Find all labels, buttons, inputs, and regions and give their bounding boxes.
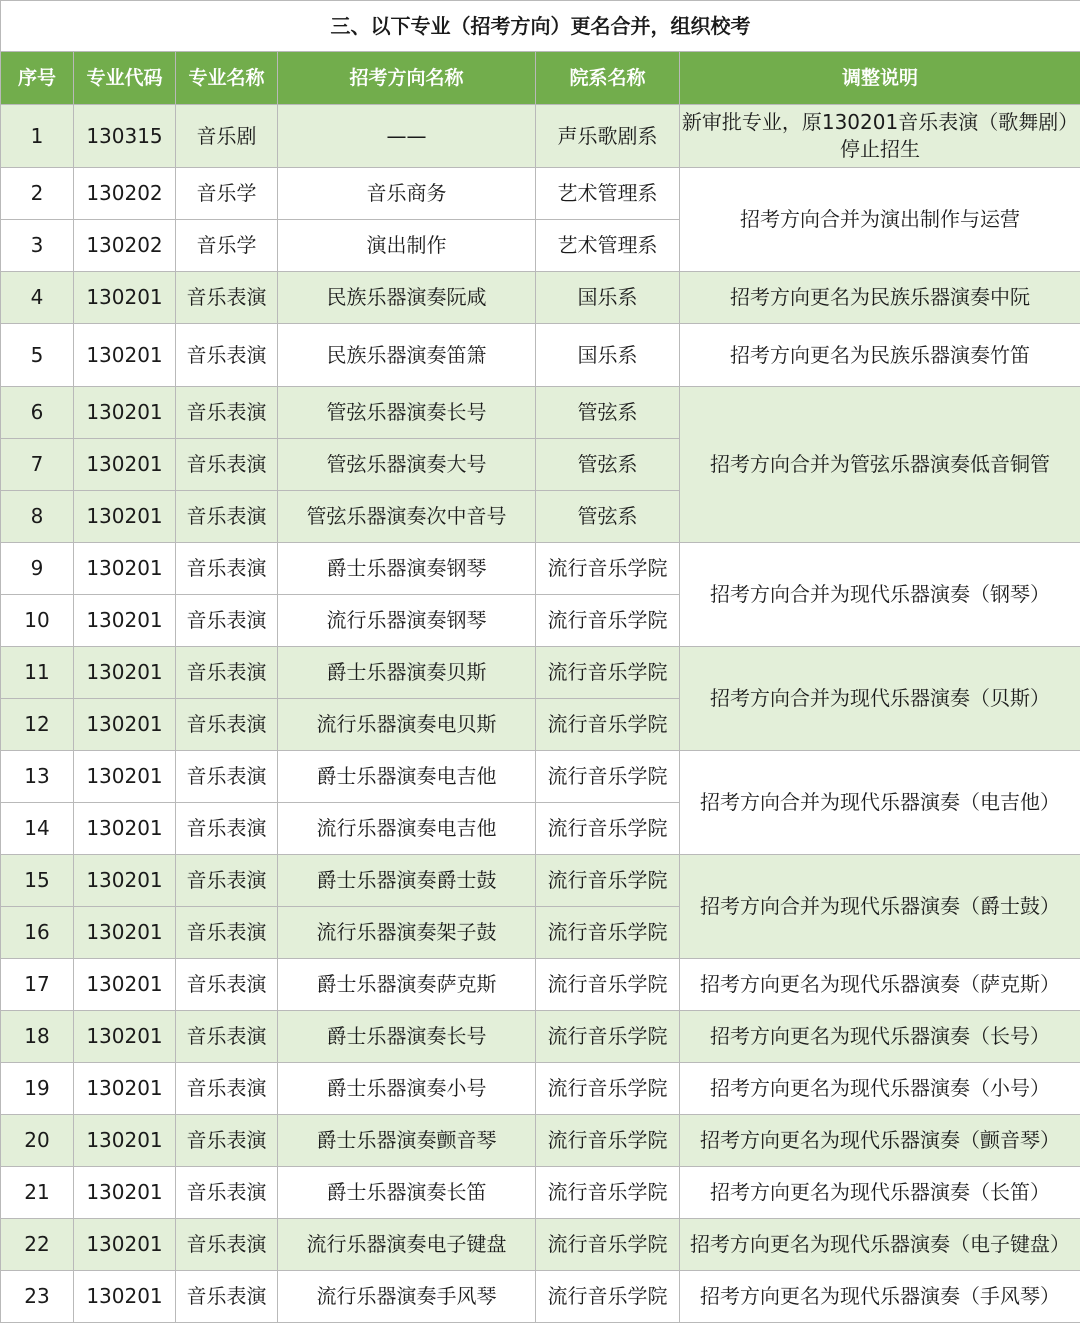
cell-direction: 爵士乐器演奏长号: [278, 1011, 536, 1063]
cell-major: 音乐表演: [176, 907, 278, 959]
cell-no: 11: [1, 647, 74, 699]
cell-note: 招考方向更名为现代乐器演奏（电子键盘）: [680, 1219, 1080, 1271]
cell-code: 130201: [74, 699, 176, 751]
cell-dept: 流行音乐学院: [536, 855, 680, 907]
header-direction: 招考方向名称: [278, 52, 536, 105]
cell-dept: 声乐歌剧系: [536, 105, 680, 168]
cell-dept: 流行音乐学院: [536, 647, 680, 699]
table-row: [1, 387, 1080, 439]
cell-dept: 管弦系: [536, 387, 680, 439]
cell-no: 7: [1, 439, 74, 491]
cell-direction: 爵士乐器演奏萨克斯: [278, 959, 536, 1011]
cell-direction: 流行乐器演奏电贝斯: [278, 699, 536, 751]
cell-note: 招考方向合并为现代乐器演奏（钢琴）: [680, 543, 1080, 647]
cell-note: 招考方向更名为民族乐器演奏竹笛: [680, 324, 1080, 387]
cell-note: 招考方向合并为演出制作与运营: [680, 168, 1080, 272]
cell-no: 10: [1, 595, 74, 647]
cell-code: 130201: [74, 595, 176, 647]
cell-dept: 管弦系: [536, 439, 680, 491]
table-row: [1, 1063, 1080, 1115]
table-row: [1, 959, 1080, 1011]
cell-direction: 流行乐器演奏电吉他: [278, 803, 536, 855]
cell-major: 音乐表演: [176, 595, 278, 647]
cell-major: 音乐表演: [176, 272, 278, 324]
cell-direction: 演出制作: [278, 220, 536, 272]
cell-direction: 流行乐器演奏手风琴: [278, 1271, 536, 1323]
cell-no: 21: [1, 1167, 74, 1219]
cell-major: 音乐表演: [176, 1115, 278, 1167]
cell-dept: 流行音乐学院: [536, 1167, 680, 1219]
cell-no: 12: [1, 699, 74, 751]
cell-code: 130201: [74, 1063, 176, 1115]
cell-dept: 流行音乐学院: [536, 1219, 680, 1271]
cell-dept: 流行音乐学院: [536, 699, 680, 751]
cell-no: 15: [1, 855, 74, 907]
table-row: [1, 1011, 1080, 1063]
cell-no: 4: [1, 272, 74, 324]
cell-code: 130201: [74, 543, 176, 595]
cell-major: 音乐表演: [176, 647, 278, 699]
cell-dept: 流行音乐学院: [536, 803, 680, 855]
cell-note: 招考方向更名为现代乐器演奏（长号）: [680, 1011, 1080, 1063]
cell-direction: 爵士乐器演奏电吉他: [278, 751, 536, 803]
cell-no: 13: [1, 751, 74, 803]
cell-direction: 爵士乐器演奏钢琴: [278, 543, 536, 595]
cell-major: 音乐学: [176, 168, 278, 220]
cell-dept: 艺术管理系: [536, 168, 680, 220]
cell-code: 130201: [74, 855, 176, 907]
cell-note: 招考方向合并为现代乐器演奏（贝斯）: [680, 647, 1080, 751]
cell-note: 招考方向合并为现代乐器演奏（电吉他）: [680, 751, 1080, 855]
cell-no: 20: [1, 1115, 74, 1167]
cell-dept: 流行音乐学院: [536, 907, 680, 959]
cell-dept: 流行音乐学院: [536, 751, 680, 803]
cell-code: 130201: [74, 272, 176, 324]
cell-direction: 流行乐器演奏钢琴: [278, 595, 536, 647]
cell-direction: ——: [278, 105, 536, 168]
cell-code: 130201: [74, 751, 176, 803]
cell-dept: 艺术管理系: [536, 220, 680, 272]
cell-no: 17: [1, 959, 74, 1011]
cell-major: 音乐表演: [176, 699, 278, 751]
table-row: [1, 324, 1080, 387]
cell-code: 130201: [74, 324, 176, 387]
cell-major: 音乐表演: [176, 1167, 278, 1219]
cell-code: 130201: [74, 1271, 176, 1323]
cell-no: 5: [1, 324, 74, 387]
header-major: 专业名称: [176, 52, 278, 105]
cell-code: 130201: [74, 439, 176, 491]
header-dept: 院系名称: [536, 52, 680, 105]
cell-major: 音乐表演: [176, 1271, 278, 1323]
cell-code: 130201: [74, 647, 176, 699]
cell-dept: 流行音乐学院: [536, 595, 680, 647]
cell-major: 音乐表演: [176, 543, 278, 595]
cell-no: 2: [1, 168, 74, 220]
table-row: [1, 855, 1080, 907]
cell-code: 130201: [74, 1167, 176, 1219]
cell-note: 招考方向合并为现代乐器演奏（爵士鼓）: [680, 855, 1080, 959]
cell-direction: 爵士乐器演奏长笛: [278, 1167, 536, 1219]
cell-major: 音乐学: [176, 220, 278, 272]
cell-no: 14: [1, 803, 74, 855]
header-no: 序号: [1, 52, 74, 105]
cell-note: 招考方向更名为现代乐器演奏（手风琴）: [680, 1271, 1080, 1323]
cell-direction: 爵士乐器演奏颤音琴: [278, 1115, 536, 1167]
cell-no: 6: [1, 387, 74, 439]
cell-no: 23: [1, 1271, 74, 1323]
table-row: [1, 1219, 1080, 1271]
cell-major: 音乐表演: [176, 959, 278, 1011]
cell-major: 音乐表演: [176, 491, 278, 543]
cell-code: 130201: [74, 387, 176, 439]
table-row: [1, 272, 1080, 324]
header-note: 调整说明: [680, 52, 1080, 105]
cell-no: 1: [1, 105, 74, 168]
cell-code: 130201: [74, 1115, 176, 1167]
table-row: [1, 1271, 1080, 1323]
cell-dept: 流行音乐学院: [536, 1115, 680, 1167]
cell-dept: 流行音乐学院: [536, 1271, 680, 1323]
cell-note: 新审批专业，原130201音乐表演（歌舞剧）停止招生: [680, 105, 1080, 168]
cell-code: 130201: [74, 1011, 176, 1063]
cell-dept: 流行音乐学院: [536, 1063, 680, 1115]
cell-no: 19: [1, 1063, 74, 1115]
cell-dept: 流行音乐学院: [536, 543, 680, 595]
cell-direction: 音乐商务: [278, 168, 536, 220]
cell-note: 招考方向更名为现代乐器演奏（萨克斯）: [680, 959, 1080, 1011]
cell-no: 9: [1, 543, 74, 595]
cell-code: 130201: [74, 1219, 176, 1271]
cell-code: 130201: [74, 907, 176, 959]
cell-major: 音乐表演: [176, 1063, 278, 1115]
cell-code: 130315: [74, 105, 176, 168]
cell-code: 130202: [74, 220, 176, 272]
cell-direction: 管弦乐器演奏次中音号: [278, 491, 536, 543]
header-code: 专业代码: [74, 52, 176, 105]
cell-no: 3: [1, 220, 74, 272]
cell-note: 招考方向更名为现代乐器演奏（颤音琴）: [680, 1115, 1080, 1167]
cell-no: 18: [1, 1011, 74, 1063]
table-row: [1, 105, 1080, 168]
cell-no: 22: [1, 1219, 74, 1271]
cell-direction: 流行乐器演奏电子键盘: [278, 1219, 536, 1271]
cell-direction: 管弦乐器演奏大号: [278, 439, 536, 491]
cell-dept: 流行音乐学院: [536, 1011, 680, 1063]
cell-dept: 管弦系: [536, 491, 680, 543]
table-row: [1, 543, 1080, 595]
cell-major: 音乐表演: [176, 751, 278, 803]
cell-dept: 国乐系: [536, 272, 680, 324]
cell-note: 招考方向合并为管弦乐器演奏低音铜管: [680, 387, 1080, 543]
cell-direction: 流行乐器演奏架子鼓: [278, 907, 536, 959]
table-title: 三、以下专业（招考方向）更名合并，组织校考: [1, 1, 1080, 52]
cell-dept: 流行音乐学院: [536, 959, 680, 1011]
cell-note: 招考方向更名为民族乐器演奏中阮: [680, 272, 1080, 324]
cell-direction: 爵士乐器演奏小号: [278, 1063, 536, 1115]
cell-major: 音乐剧: [176, 105, 278, 168]
table-row: [1, 647, 1080, 699]
cell-code: 130201: [74, 959, 176, 1011]
cell-direction: 民族乐器演奏阮咸: [278, 272, 536, 324]
cell-code: 130202: [74, 168, 176, 220]
cell-note: 招考方向更名为现代乐器演奏（长笛）: [680, 1167, 1080, 1219]
table-row: [1, 1167, 1080, 1219]
cell-major: 音乐表演: [176, 1011, 278, 1063]
cell-major: 音乐表演: [176, 1219, 278, 1271]
cell-dept: 国乐系: [536, 324, 680, 387]
table-row: [1, 168, 1080, 220]
table-row: [1, 751, 1080, 803]
cell-code: 130201: [74, 491, 176, 543]
cell-major: 音乐表演: [176, 855, 278, 907]
table-row: [1, 1115, 1080, 1167]
cell-major: 音乐表演: [176, 439, 278, 491]
cell-direction: 爵士乐器演奏爵士鼓: [278, 855, 536, 907]
cell-note: 招考方向更名为现代乐器演奏（小号）: [680, 1063, 1080, 1115]
cell-major: 音乐表演: [176, 803, 278, 855]
cell-no: 16: [1, 907, 74, 959]
cell-major: 音乐表演: [176, 324, 278, 387]
cell-direction: 管弦乐器演奏长号: [278, 387, 536, 439]
cell-direction: 爵士乐器演奏贝斯: [278, 647, 536, 699]
cell-code: 130201: [74, 803, 176, 855]
cell-no: 8: [1, 491, 74, 543]
cell-direction: 民族乐器演奏笛箫: [278, 324, 536, 387]
cell-major: 音乐表演: [176, 387, 278, 439]
